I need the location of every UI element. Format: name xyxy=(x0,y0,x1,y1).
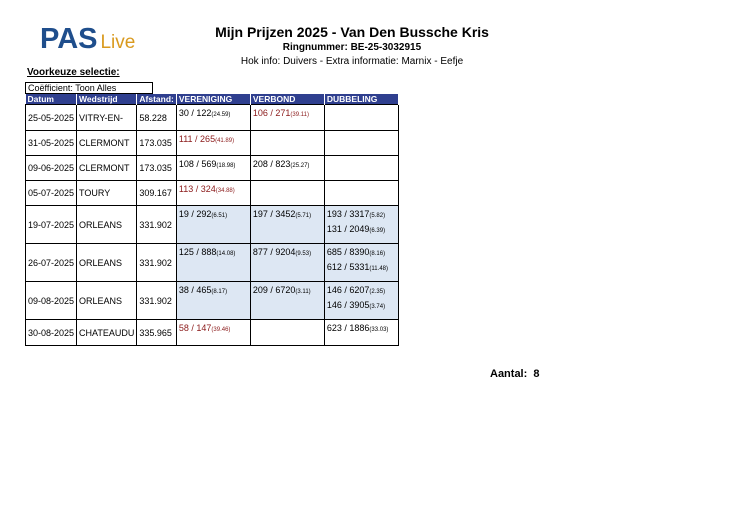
cell-dubbeling xyxy=(324,105,398,131)
cell-dubbeling xyxy=(324,282,398,320)
cell-verbond xyxy=(250,105,324,131)
prize-rank: 193 / 3317 xyxy=(326,209,370,219)
prize-percentage: (33.03) xyxy=(369,327,389,333)
prize-rank: 146 / 6207 xyxy=(326,285,370,295)
prize-value xyxy=(179,133,248,148)
prize-value xyxy=(253,208,322,223)
prize-rank: 877 / 9204 xyxy=(252,247,296,257)
cell-vereniging xyxy=(176,206,250,244)
col-wedstrijd: Wedstrijd xyxy=(77,94,137,105)
cell-wedstrijd: ORLEANS xyxy=(77,282,137,320)
cell-wedstrijd: VITRY-EN- xyxy=(77,105,137,131)
prize-value xyxy=(179,246,248,261)
table-row xyxy=(26,156,399,181)
cell-dubbeling xyxy=(324,206,398,244)
prize-rank: 685 / 8390 xyxy=(326,247,370,257)
table-row xyxy=(26,320,399,346)
hok-info: Hok info: Duivers - Extra informatie: Marnix - Eefje xyxy=(240,56,464,67)
cell-verbond xyxy=(250,131,324,156)
prize-percentage: (5.71) xyxy=(295,213,312,219)
prize-percentage: (24.59) xyxy=(211,112,231,118)
prize-rank: 197 / 3452 xyxy=(252,209,296,219)
prize-rank: 106 / 271 xyxy=(252,108,291,118)
cell-dubbeling xyxy=(324,156,398,181)
cell-vereniging xyxy=(176,320,250,346)
cell-wedstrijd: ORLEANS xyxy=(77,244,137,282)
cell-afstand: 58.228 xyxy=(137,105,176,131)
prize-rank: 58 / 147 xyxy=(178,323,212,333)
prize-percentage: (11.48) xyxy=(369,266,388,272)
table-row xyxy=(26,206,399,244)
cell-dubbeling xyxy=(324,320,398,346)
cell-datum: 30-08-2025 xyxy=(26,320,77,346)
prize-value xyxy=(327,246,396,261)
prize-rank: 113 / 324 xyxy=(178,184,216,194)
prize-percentage: (6.39) xyxy=(369,228,386,234)
cell-afstand: 331.902 xyxy=(137,282,176,320)
cell-vereniging xyxy=(176,105,250,131)
pas-live-logo xyxy=(40,24,135,54)
cell-verbond xyxy=(250,282,324,320)
cell-datum: 09-06-2025 xyxy=(26,156,77,181)
prize-percentage: (3.74) xyxy=(369,304,386,310)
table-row xyxy=(26,244,399,282)
col-vereniging: VERENIGING xyxy=(176,94,250,105)
prize-value xyxy=(179,284,248,299)
cell-verbond xyxy=(250,181,324,206)
prize-percentage: (39.46) xyxy=(211,327,231,333)
cell-vereniging xyxy=(176,131,250,156)
prize-rank: 19 / 292 xyxy=(178,209,212,219)
prize-percentage: (18.98) xyxy=(216,163,236,169)
aantal-count xyxy=(490,368,540,380)
prize-percentage: (5.82) xyxy=(369,213,386,219)
prize-percentage: (6.51) xyxy=(211,213,228,219)
cell-wedstrijd: ORLEANS xyxy=(77,206,137,244)
prize-rank: 146 / 3905 xyxy=(326,300,370,310)
table-row xyxy=(26,131,399,156)
prize-percentage: (8.16) xyxy=(369,251,386,257)
cell-wedstrijd: TOURY xyxy=(77,181,137,206)
prize-value xyxy=(327,284,396,299)
cell-vereniging xyxy=(176,244,250,282)
ring-number: Ringnummer: BE-25-3032915 xyxy=(282,42,422,53)
cell-verbond xyxy=(250,244,324,282)
table-header-row xyxy=(26,94,399,105)
prize-rank: 30 / 122 xyxy=(178,108,212,118)
cell-datum: 09-08-2025 xyxy=(26,282,77,320)
col-dubbeling: DUBBELING xyxy=(324,94,398,105)
table-row xyxy=(26,105,399,131)
cell-datum: 31-05-2025 xyxy=(26,131,77,156)
prize-percentage: (8.17) xyxy=(211,289,228,295)
cell-wedstrijd: CHATEAUDU xyxy=(77,320,137,346)
prize-rank: 208 / 823 xyxy=(252,159,291,169)
prize-value xyxy=(253,107,322,122)
prize-rank: 38 / 465 xyxy=(178,285,212,295)
cell-wedstrijd: CLERMONT xyxy=(77,131,137,156)
aantal-label: Aantal: xyxy=(490,368,528,380)
cell-dubbeling xyxy=(324,181,398,206)
cell-dubbeling xyxy=(324,131,398,156)
prize-rank: 111 / 265 xyxy=(178,134,216,144)
prize-value xyxy=(179,158,248,173)
cell-wedstrijd: CLERMONT xyxy=(77,156,137,181)
table-row xyxy=(26,181,399,206)
cell-verbond xyxy=(250,320,324,346)
prize-percentage: (34.88) xyxy=(215,188,235,194)
prize-value xyxy=(253,158,322,173)
cell-dubbeling xyxy=(324,244,398,282)
col-afstand: Afstand: xyxy=(137,94,176,105)
prize-value xyxy=(253,246,322,261)
prize-rank: 612 / 5331 xyxy=(326,262,370,272)
cell-datum: 26-07-2025 xyxy=(26,244,77,282)
prize-rank: 623 / 1886 xyxy=(326,323,370,333)
cell-afstand: 173.035 xyxy=(137,156,176,181)
prize-value xyxy=(179,322,248,337)
cell-vereniging xyxy=(176,181,250,206)
results-table xyxy=(25,94,399,346)
cell-afstand: 335.965 xyxy=(137,320,176,346)
prize-rank: 125 / 888 xyxy=(178,247,217,257)
cell-afstand: 173.035 xyxy=(137,131,176,156)
cell-afstand: 309.167 xyxy=(137,181,176,206)
prize-percentage: (9.53) xyxy=(295,251,312,257)
cell-afstand: 331.902 xyxy=(137,206,176,244)
prize-value xyxy=(327,299,396,314)
prize-percentage: (3.11) xyxy=(295,289,311,295)
page-title: Mijn Prijzen 2025 - Van Den Bussche Kris xyxy=(215,24,489,40)
cell-datum: 05-07-2025 xyxy=(26,181,77,206)
cell-datum: 25-05-2025 xyxy=(26,105,77,131)
voorkeuze-label: Voorkeuze selectie: xyxy=(27,67,120,78)
col-datum: Datum xyxy=(26,94,77,105)
cell-datum: 19-07-2025 xyxy=(26,206,77,244)
prize-percentage: (2.35) xyxy=(369,289,386,295)
col-verbond: VERBOND xyxy=(250,94,324,105)
cell-vereniging xyxy=(176,282,250,320)
cell-afstand: 331.902 xyxy=(137,244,176,282)
logo-pas-text: PAS xyxy=(40,23,98,55)
prize-percentage: (25.27) xyxy=(290,163,310,169)
prize-rank: 131 / 2049 xyxy=(326,224,370,234)
coefficient-select[interactable]: Coëfficient: Toon Alles xyxy=(25,82,153,94)
aantal-value: 8 xyxy=(533,368,540,380)
prize-rank: 209 / 6720 xyxy=(252,285,296,295)
cell-verbond xyxy=(250,156,324,181)
prize-value xyxy=(327,223,396,238)
prize-value xyxy=(253,284,322,299)
cell-verbond xyxy=(250,206,324,244)
table-row xyxy=(26,282,399,320)
prize-percentage: (14.08) xyxy=(216,251,236,257)
prize-value xyxy=(179,208,248,223)
prize-value xyxy=(179,183,248,198)
prize-rank: 108 / 569 xyxy=(178,159,217,169)
logo-live-text: Live xyxy=(100,32,136,53)
prize-value xyxy=(327,261,396,276)
cell-vereniging xyxy=(176,156,250,181)
prize-percentage: (41.89) xyxy=(215,138,235,144)
prize-value xyxy=(179,107,248,122)
prize-value xyxy=(327,208,396,223)
prize-percentage: (39.11) xyxy=(290,112,309,118)
table-body xyxy=(26,105,399,346)
prize-value xyxy=(327,322,396,337)
